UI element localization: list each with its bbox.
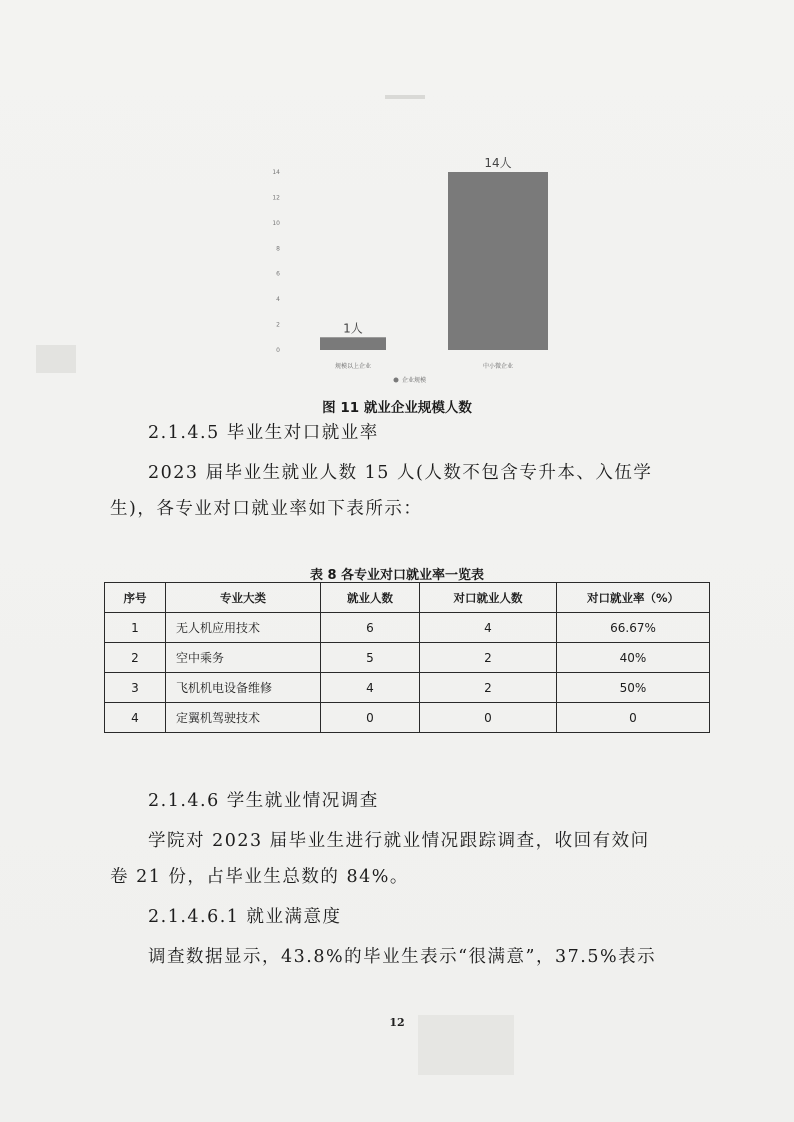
header-cell: 专业大类 bbox=[166, 583, 321, 613]
paragraph-line: 2023 届毕业生就业人数 15 人(人数不包含专升本、入伍学 bbox=[148, 463, 653, 483]
x-tick-label: 中小微企业 bbox=[482, 363, 514, 370]
table-cell: 0 bbox=[321, 703, 420, 733]
table-cell: 4 bbox=[321, 673, 420, 703]
table-cell: 2 bbox=[420, 643, 557, 673]
table-cell: 40% bbox=[557, 643, 710, 673]
paragraph-line: 学院对 2023 届毕业生进行就业情况跟踪调查，收回有效问 bbox=[148, 831, 650, 851]
table-cell: 0 bbox=[420, 703, 557, 733]
scan-artifact bbox=[385, 95, 425, 99]
table-cell: 4 bbox=[105, 703, 166, 733]
header-cell: 就业人数 bbox=[321, 583, 420, 613]
table-cell: 5 bbox=[321, 643, 420, 673]
y-tick-label: 0 bbox=[276, 347, 280, 354]
table-cell: 3 bbox=[105, 673, 166, 703]
chart-canvas bbox=[268, 150, 568, 390]
y-tick-label: 12 bbox=[272, 194, 280, 202]
y-tick-label: 10 bbox=[272, 219, 280, 227]
section-heading-2145: 2.1.4.5 毕业生对口就业率 bbox=[148, 423, 379, 443]
y-tick-label: 4 bbox=[276, 296, 280, 304]
table-cell: 无人机应用技术 bbox=[166, 613, 321, 643]
legend-label: 企业规模 bbox=[402, 377, 427, 384]
header-cell: 序号 bbox=[105, 583, 166, 613]
table-cell: 空中乘务 bbox=[166, 643, 321, 673]
table-cell: 4 bbox=[420, 613, 557, 643]
scan-artifact bbox=[36, 345, 76, 373]
table-cell: 飞机机电设备维修 bbox=[166, 673, 321, 703]
figure-caption: 图 11 就业企业规模人数 bbox=[322, 400, 472, 416]
table-cell: 定翼机驾驶技术 bbox=[166, 703, 321, 733]
table-cell: 2 bbox=[420, 673, 557, 703]
header-cell: 对口就业人数 bbox=[420, 583, 557, 613]
y-tick-label: 2 bbox=[276, 321, 280, 329]
table-cell: 50% bbox=[557, 673, 710, 703]
y-tick-label: 14 bbox=[272, 169, 280, 176]
table-row bbox=[105, 703, 710, 733]
paragraph-line: 卷 21 份，占毕业生总数的 84%。 bbox=[110, 867, 409, 887]
table-cell: 66.67% bbox=[557, 613, 710, 643]
x-tick-label: 规模以上企业 bbox=[334, 363, 372, 370]
employment-rate-table bbox=[104, 582, 710, 733]
y-tick-label: 8 bbox=[276, 245, 280, 253]
bar bbox=[320, 337, 386, 350]
y-tick-label: 6 bbox=[276, 270, 280, 278]
table-title: 表 8 各专业对口就业率一览表 bbox=[309, 568, 485, 583]
header-cell: 对口就业率（%） bbox=[557, 583, 710, 613]
data-label: 1人 bbox=[343, 321, 363, 336]
table-row bbox=[105, 673, 710, 703]
table-cell: 6 bbox=[321, 613, 420, 643]
section-heading-21461: 2.1.4.6.1 就业满意度 bbox=[148, 907, 342, 927]
legend-swatch bbox=[394, 378, 399, 383]
page-number: 12 bbox=[389, 1016, 405, 1029]
paragraph-line: 生)，各专业对口就业率如下表所示： bbox=[110, 499, 423, 519]
bar bbox=[448, 172, 548, 350]
employer-size-chart bbox=[268, 150, 568, 390]
data-label: 14人 bbox=[484, 156, 512, 170]
section-heading-2146: 2.1.4.6 学生就业情况调查 bbox=[148, 791, 379, 811]
table-row bbox=[105, 643, 710, 673]
table-cell: 1 bbox=[105, 613, 166, 643]
paragraph-line: 调查数据显示，43.8%的毕业生表示“很满意”，37.5%表示 bbox=[148, 947, 657, 967]
table-row bbox=[105, 613, 710, 643]
table-header-row bbox=[105, 583, 710, 613]
table-cell: 0 bbox=[557, 703, 710, 733]
table-cell: 2 bbox=[105, 643, 166, 673]
